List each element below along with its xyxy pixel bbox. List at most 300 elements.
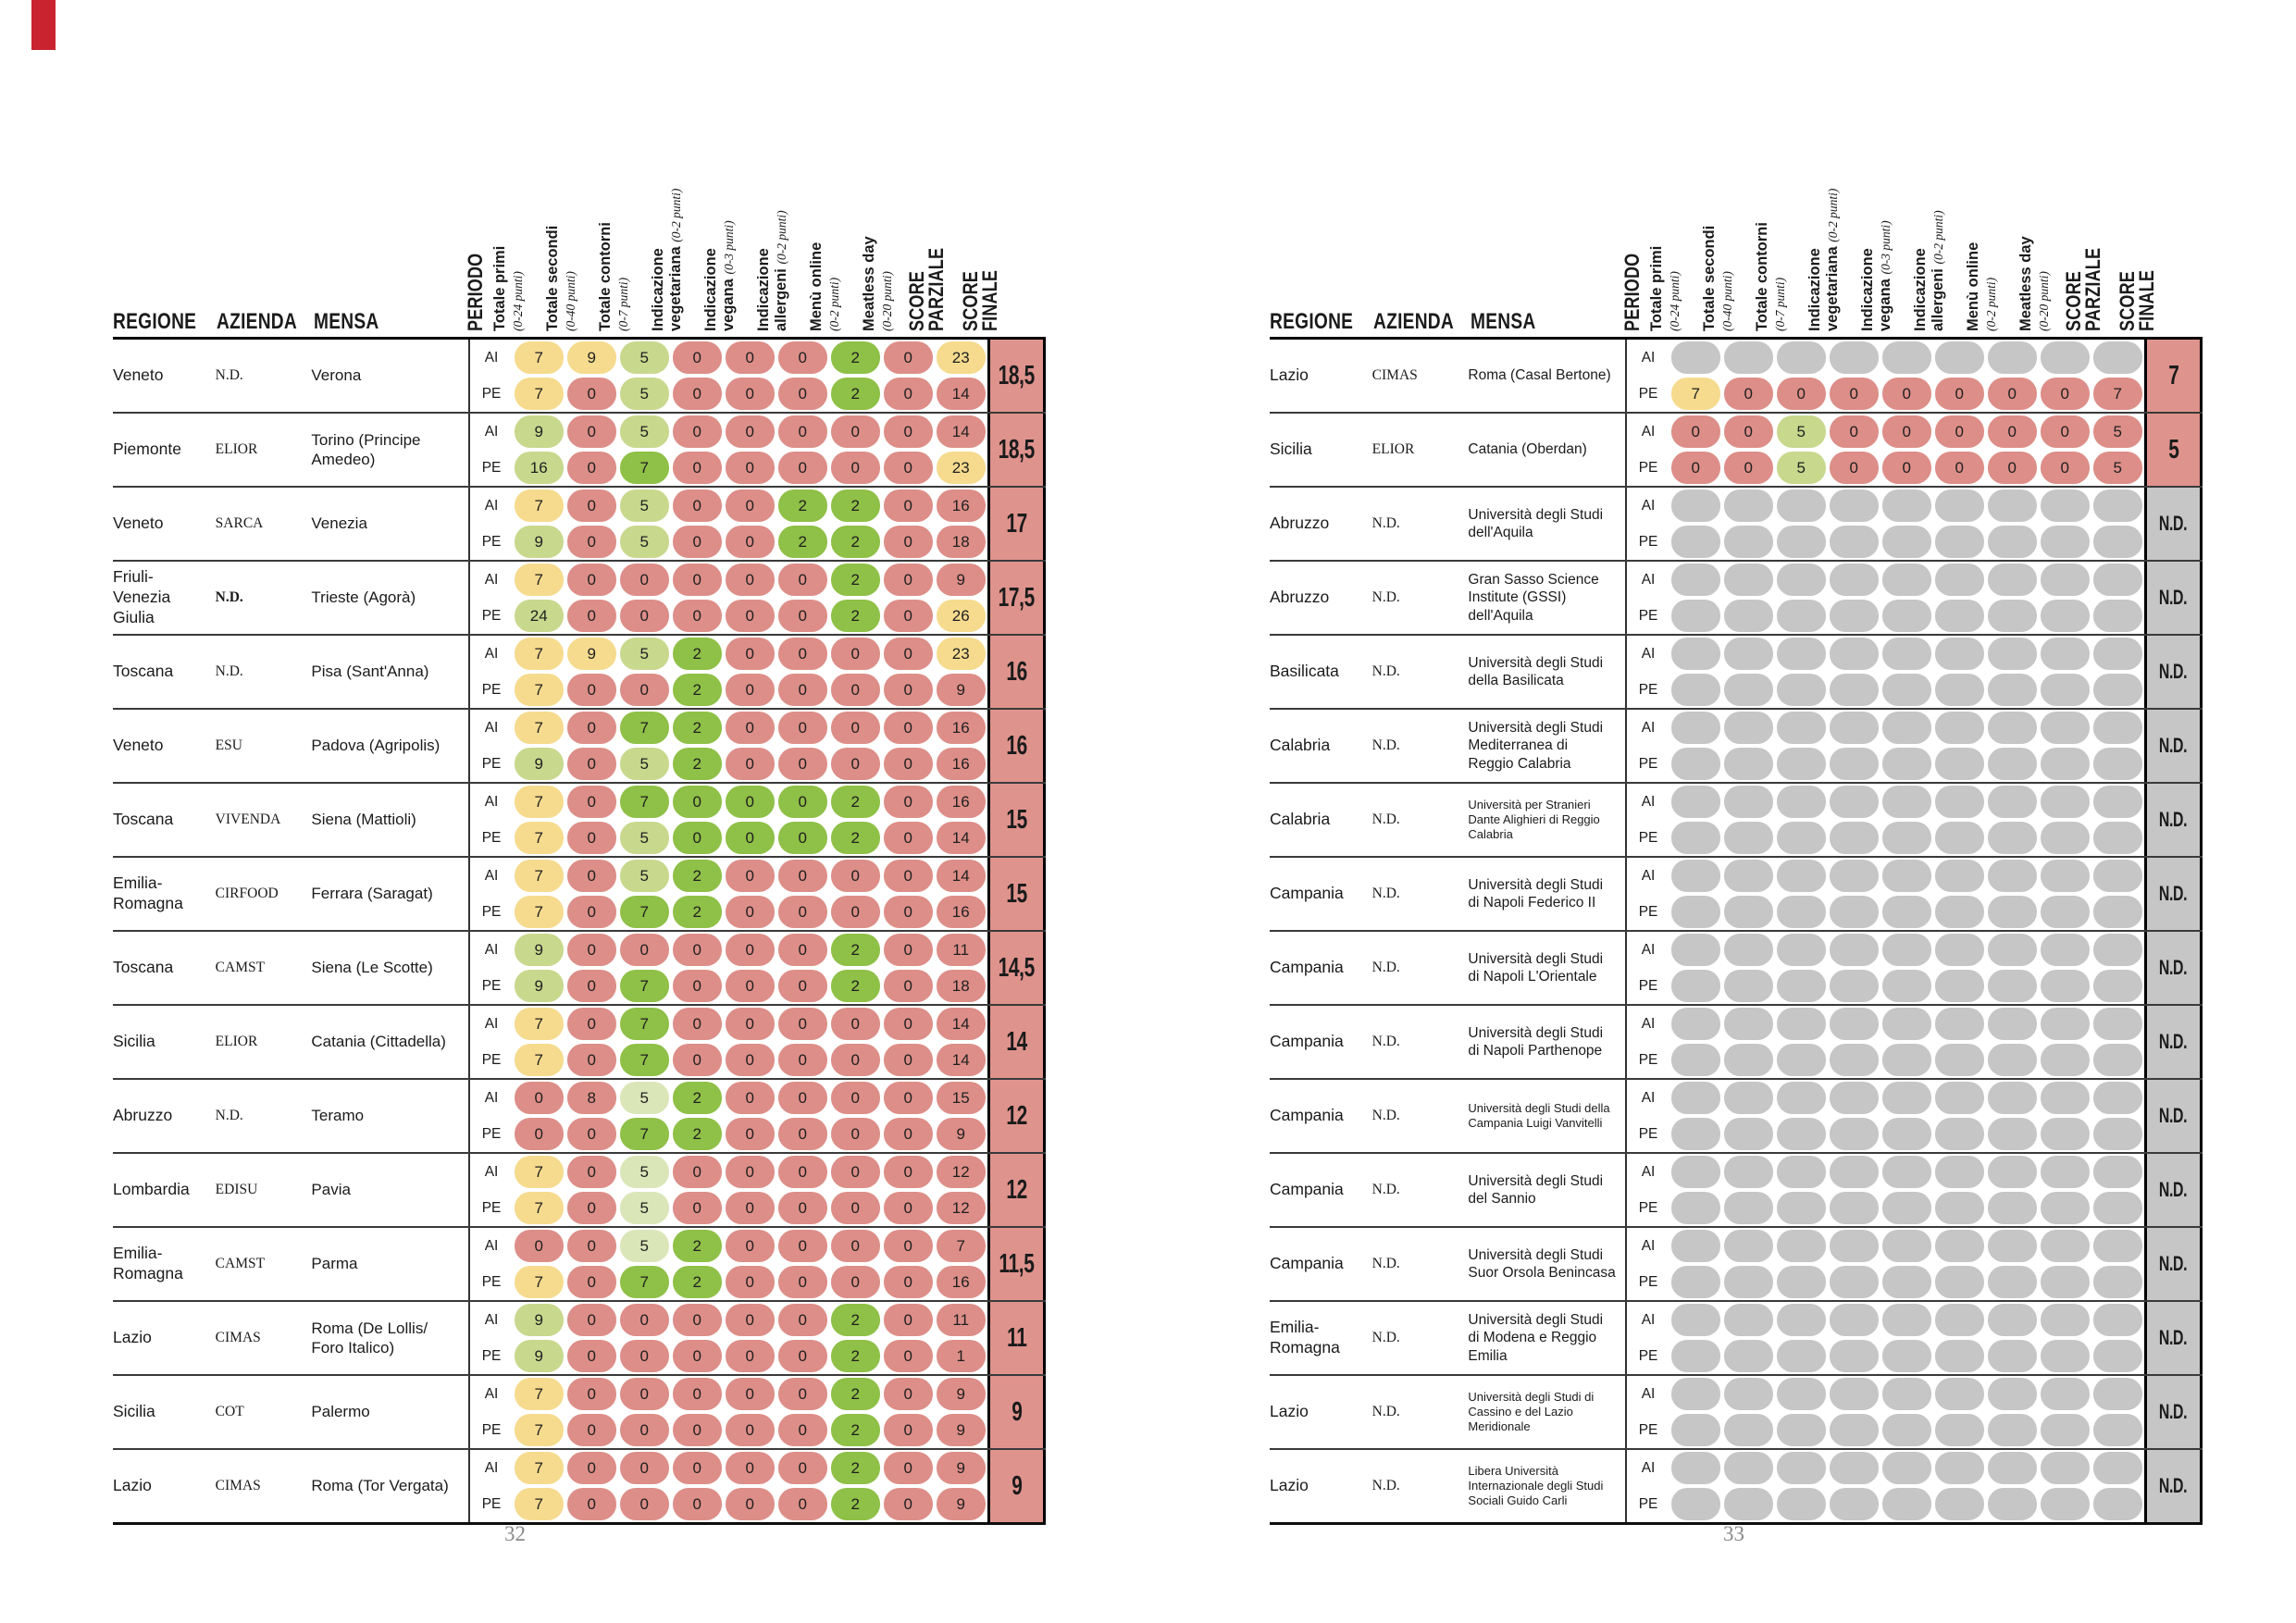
score-cell (724, 1154, 776, 1190)
score-cell (1880, 488, 1933, 524)
score-cell (513, 376, 565, 412)
score-pill (1882, 822, 1931, 854)
score-pill: 23 (937, 452, 986, 484)
score-pill: 14 (937, 1044, 986, 1076)
score-pill (1935, 1118, 1984, 1150)
score-cell (565, 1080, 618, 1116)
score-cell (618, 784, 671, 820)
score-pill (1988, 1414, 2037, 1446)
score-finale-cell: 15 (987, 858, 1046, 930)
score-cell (776, 1042, 829, 1078)
score-cell (724, 1376, 776, 1412)
score-pill: 0 (884, 638, 933, 670)
score-pill: 0 (1830, 452, 1879, 484)
score-cell (829, 488, 882, 524)
score-cell (671, 1006, 724, 1042)
score-cell (1828, 1190, 1880, 1226)
score-pill: 0 (726, 1414, 775, 1446)
score-cell (565, 450, 618, 486)
score-cell (1775, 636, 1828, 672)
score-cell (1986, 710, 2039, 746)
score-cell (1722, 672, 1775, 708)
periodo-cell (1625, 784, 1669, 856)
score-pill (1988, 638, 2037, 670)
score-cell (565, 894, 618, 930)
score-cell (724, 1486, 776, 1522)
score-pill: 0 (778, 896, 827, 928)
score-pill (1882, 1452, 1931, 1484)
score-pill: 0 (726, 822, 775, 854)
score-pill: 0 (673, 1378, 722, 1410)
score-pill: 5 (620, 1156, 669, 1188)
score-pill: 7 (515, 1156, 564, 1188)
score-cell (1933, 1412, 1986, 1448)
score-cell (618, 1154, 671, 1190)
score-cell (1828, 1412, 1880, 1448)
score-cell (513, 746, 565, 782)
score-pill: 0 (726, 526, 775, 558)
periodo-label: PE (1638, 1421, 1658, 1438)
periodo-cell (1625, 488, 1669, 560)
score-cell (935, 598, 987, 634)
score-cell (565, 1412, 618, 1448)
score-cell (935, 488, 987, 524)
mensa-cell: Torino (Principe Amedeo) (311, 430, 421, 468)
score-pill (2041, 1082, 2090, 1114)
score-cell (1986, 1006, 2039, 1042)
score-finale-cell: N.D. (2144, 562, 2203, 634)
score-cell (935, 1450, 987, 1486)
score-pill: 0 (778, 452, 827, 484)
score-pill: 0 (1671, 415, 1720, 448)
score-pill: 5 (620, 638, 669, 670)
score-cell (1880, 636, 1933, 672)
column-header-score-parziale: SCORE PARZIALE (905, 247, 948, 331)
table-row (113, 340, 1046, 412)
score-pill: 0 (673, 415, 722, 448)
periodo-label: AI (1641, 1459, 1656, 1476)
score-subrow (1669, 784, 2144, 820)
score-pill: 0 (726, 1340, 775, 1372)
score-pill: 0 (726, 564, 775, 596)
score-pill: 0 (1671, 452, 1720, 484)
score-pill: 5 (2093, 415, 2142, 448)
column-header-azienda: AZIENDA (1373, 309, 1455, 334)
score-cell (2091, 672, 2144, 708)
score-subrow (513, 820, 987, 856)
score-cell (1933, 1376, 1986, 1412)
score-cell (1986, 524, 2039, 560)
score-pill: 0 (884, 712, 933, 744)
score-cell (1828, 820, 1880, 856)
score-pill (1724, 1082, 1773, 1114)
score-pill: 0 (1724, 415, 1773, 448)
score-subrow (1669, 524, 2144, 560)
score-cell (1880, 1228, 1933, 1264)
score-pill: 0 (726, 1488, 775, 1520)
score-cell (565, 562, 618, 598)
score-cell (829, 1450, 882, 1486)
periodo-label: PE (1638, 1495, 1658, 1512)
score-cell (935, 524, 987, 560)
score-cell (724, 450, 776, 486)
periodo-cell (1625, 1302, 1669, 1374)
score-pill: 0 (884, 415, 933, 448)
score-pill: 0 (567, 1304, 616, 1336)
score-cell (2039, 376, 2091, 412)
score-pill: 5 (620, 526, 669, 558)
score-cell (776, 858, 829, 894)
score-pill (2093, 1266, 2142, 1298)
score-pill: 0 (567, 822, 616, 854)
score-pill (1777, 786, 1826, 818)
score-cell (776, 968, 829, 1004)
score-pill: 0 (831, 1082, 880, 1114)
score-pill (1724, 1044, 1773, 1076)
score-cell (565, 524, 618, 560)
score-cell (513, 1450, 565, 1486)
score-cell (1986, 1154, 2039, 1190)
score-subrow (513, 524, 987, 560)
score-cell (2039, 1450, 2091, 1486)
score-pill: 0 (831, 415, 880, 448)
table-row (1270, 930, 2203, 1004)
score-pill (2041, 526, 2090, 558)
score-cell (829, 932, 882, 968)
score-pill: 0 (726, 1118, 775, 1150)
mensa-cell: Pavia (311, 1181, 351, 1199)
score-cell (829, 1006, 882, 1042)
score-cell (1669, 1154, 1722, 1190)
score-pill: 0 (778, 1044, 827, 1076)
page-number-left: 32 (504, 1522, 526, 1545)
table-row (1270, 708, 2203, 782)
score-pill (1777, 1008, 1826, 1040)
score-cell (513, 1264, 565, 1300)
column-header-rotated: Totale primi (0-24 punti) (490, 245, 525, 331)
score-pill: 14 (937, 378, 986, 410)
score-cell (671, 746, 724, 782)
score-cell (1669, 1264, 1722, 1300)
score-pill (1935, 526, 1984, 558)
periodo-cell (468, 1228, 512, 1300)
score-pill: 2 (673, 860, 722, 892)
score-pill (1988, 896, 2037, 928)
scores-cells (513, 1154, 987, 1226)
score-pill: 0 (778, 415, 827, 448)
score-cell (1722, 1450, 1775, 1486)
score-cell (618, 1080, 671, 1116)
score-pill: 5 (620, 748, 669, 780)
score-finale-cell: 9 (987, 1376, 1046, 1448)
scores-cells (1669, 710, 2144, 782)
score-cell (776, 1450, 829, 1486)
periodo-label: AI (1641, 1311, 1656, 1328)
periodo-label: AI (484, 941, 499, 958)
score-pill (1882, 341, 1931, 374)
score-cell (618, 1412, 671, 1448)
regione-cell: Lombardia (113, 1180, 190, 1199)
score-pill: 0 (567, 1156, 616, 1188)
score-pill: 23 (937, 341, 986, 374)
score-cell (1880, 1376, 1933, 1412)
column-header-rotated: Indicazione allergeni (0-2 punti) (754, 210, 789, 331)
regione-cell: Sicilia (113, 1402, 155, 1421)
periodo-label: AI (1641, 941, 1656, 958)
score-pill: 0 (831, 748, 880, 780)
periodo-label: AI (484, 1311, 499, 1328)
score-subrow (1669, 672, 2144, 708)
score-pill (1724, 748, 1773, 780)
score-pill: 0 (515, 1082, 564, 1114)
score-cell (776, 710, 829, 746)
score-pill: 0 (831, 1192, 880, 1224)
score-cell (2039, 1302, 2091, 1338)
score-pill: 0 (884, 1452, 933, 1484)
score-pill: 0 (673, 970, 722, 1002)
score-cell (724, 1080, 776, 1116)
score-cell (1775, 1228, 1828, 1264)
score-pill (2093, 1304, 2142, 1336)
score-cell (724, 562, 776, 598)
score-cell (1669, 488, 1722, 524)
score-cell (1828, 1228, 1880, 1264)
score-cell (618, 1006, 671, 1042)
score-pill (1935, 1266, 1984, 1298)
column-header-score-finale: SCORE FINALE (959, 269, 1001, 331)
score-pill: 18 (937, 970, 986, 1002)
score-cell (829, 1080, 882, 1116)
score-cell (776, 488, 829, 524)
score-cell (2091, 1116, 2144, 1152)
score-cell (2091, 636, 2144, 672)
score-cell (2091, 968, 2144, 1004)
score-subrow (513, 488, 987, 524)
score-cell (829, 894, 882, 930)
score-pill (1777, 712, 1826, 744)
score-finale-cell: 18,5 (987, 340, 1046, 412)
score-pill (1777, 1414, 1826, 1446)
score-pill (1882, 1378, 1931, 1410)
score-cell (2091, 894, 2144, 930)
column-header-rotated: Indicazione vegetariana (0-2 punti) (1806, 188, 1841, 331)
score-cell (1933, 340, 1986, 376)
score-cell (724, 784, 776, 820)
score-cell (2039, 1006, 2091, 1042)
azienda-cell: VIVENDA (215, 812, 281, 827)
score-cell (1669, 1116, 1722, 1152)
regione-cell: Sicilia (113, 1032, 155, 1051)
score-pill (2093, 1044, 2142, 1076)
periodo-cell (468, 488, 512, 560)
score-pill: 2 (831, 564, 880, 596)
score-pill: 0 (673, 786, 722, 818)
score-pill (1830, 1378, 1879, 1410)
score-pill (1671, 1156, 1720, 1188)
column-header-rotated: Totale contorni (0-7 punti) (596, 222, 630, 331)
score-pill: 0 (884, 674, 933, 706)
score-cell (2039, 1190, 2091, 1226)
score-cell (2091, 746, 2144, 782)
score-cell (1986, 562, 2039, 598)
score-cell (2091, 820, 2144, 856)
score-pill: 0 (620, 600, 669, 632)
periodo-cell (468, 932, 512, 1004)
score-cell (882, 524, 935, 560)
score-cell (671, 636, 724, 672)
azienda-cell: N.D. (1371, 886, 1400, 901)
score-cell (882, 1228, 935, 1264)
score-cell (1880, 1486, 1933, 1522)
score-pill (1988, 1378, 2037, 1410)
score-cell (829, 524, 882, 560)
score-cell (935, 1116, 987, 1152)
score-cell (671, 450, 724, 486)
score-pill: 0 (567, 489, 616, 522)
column-header-rotated: Menù online (0-2 punti) (1964, 242, 1998, 331)
table-row (113, 1078, 1046, 1152)
table-row (113, 1374, 1046, 1448)
score-cell (1880, 562, 1933, 598)
score-pill (2093, 674, 2142, 706)
score-cell (1933, 1228, 1986, 1264)
score-cell (882, 968, 935, 1004)
score-pill: 5 (620, 489, 669, 522)
table-row (1270, 412, 2203, 486)
score-pill: 2 (831, 786, 880, 818)
score-cell (1722, 598, 1775, 634)
score-cell (882, 1302, 935, 1338)
score-pill (1671, 526, 1720, 558)
mensa-cell: Università degli Studi dell'Aquila (1468, 506, 1604, 540)
score-cell (935, 784, 987, 820)
score-cell (1722, 784, 1775, 820)
score-cell (829, 414, 882, 450)
score-pill: 9 (567, 341, 616, 374)
score-cell (2039, 524, 2091, 560)
score-cell (882, 376, 935, 412)
column-header-periodo: PERIODO (464, 253, 487, 331)
score-cell (1933, 1338, 1986, 1374)
score-cell (1722, 1412, 1775, 1448)
score-pill (1724, 822, 1773, 854)
score-pill: 0 (567, 415, 616, 448)
score-pill: 7 (620, 896, 669, 928)
score-pill: 0 (778, 1304, 827, 1336)
periodo-label: PE (481, 903, 502, 920)
score-cell (2039, 1264, 2091, 1300)
table-row (1270, 1152, 2203, 1226)
score-pill: 0 (620, 674, 669, 706)
score-cell (618, 340, 671, 376)
score-cell (2091, 340, 2144, 376)
score-cell (1775, 340, 1828, 376)
score-finale-cell: 14 (987, 1006, 1046, 1078)
score-pill (2093, 564, 2142, 596)
periodo-cell (468, 1376, 512, 1448)
score-cell (1933, 376, 1986, 412)
score-subrow (1669, 710, 2144, 746)
periodo-cell (468, 562, 512, 634)
score-pill: 12 (937, 1192, 986, 1224)
score-pill (1935, 674, 1984, 706)
score-pill: 14 (937, 822, 986, 854)
mensa-cell: Siena (Mattioli) (311, 811, 416, 829)
score-pill (2093, 1118, 2142, 1150)
score-subrow (513, 1264, 987, 1300)
score-subrow (513, 1006, 987, 1042)
score-cell (1775, 894, 1828, 930)
scores-cells (513, 1006, 987, 1078)
score-pill: 2 (831, 970, 880, 1002)
score-cell (1775, 672, 1828, 708)
score-cell (1828, 488, 1880, 524)
regione-cell: Veneto (113, 736, 164, 755)
mensa-cell: Venezia (311, 514, 367, 533)
score-subrow (513, 784, 987, 820)
score-pill (1882, 860, 1931, 892)
score-finale-cell: 15 (987, 784, 1046, 856)
score-cell (671, 1376, 724, 1412)
score-subrow (513, 968, 987, 1004)
periodo-cell (1625, 710, 1669, 782)
column-header-regione: REGIONE (113, 309, 197, 334)
score-pill: 0 (567, 712, 616, 744)
score-cell (1986, 1302, 2039, 1338)
score-pill: 2 (778, 489, 827, 522)
score-pill: 2 (673, 896, 722, 928)
score-pill (1724, 970, 1773, 1002)
score-pill (1882, 1008, 1931, 1040)
score-subrow (513, 376, 987, 412)
score-cell (1775, 1006, 1828, 1042)
scores-cells (513, 636, 987, 708)
score-cell (1880, 1006, 1933, 1042)
table-row (113, 856, 1046, 930)
score-pill (1671, 970, 1720, 1002)
score-pill (1935, 1378, 1984, 1410)
score-pill: 0 (884, 1156, 933, 1188)
score-pill: 26 (937, 600, 986, 632)
score-cell (1828, 636, 1880, 672)
score-subrow (1669, 1486, 2144, 1522)
score-pill (1830, 674, 1879, 706)
score-cell (1775, 1450, 1828, 1486)
score-pill (1777, 1156, 1826, 1188)
mensa-cell: Università degli Studi di Napoli L'Orientale (1468, 950, 1604, 985)
score-pill (1882, 748, 1931, 780)
score-cell (1669, 1080, 1722, 1116)
score-pill: 9 (515, 934, 564, 966)
score-pill: 0 (2041, 452, 2090, 484)
score-cell (1775, 1190, 1828, 1226)
score-pill: 16 (937, 1266, 986, 1298)
score-pill (1882, 1340, 1931, 1372)
score-cell (776, 672, 829, 708)
score-pill (1671, 1082, 1720, 1114)
score-cell (829, 1264, 882, 1300)
score-pill: 7 (515, 1378, 564, 1410)
score-pill: 9 (515, 970, 564, 1002)
score-cell (1669, 1006, 1722, 1042)
score-pill: 9 (937, 1378, 986, 1410)
scores-cells (513, 1228, 987, 1300)
score-pill: 7 (515, 1452, 564, 1484)
score-cell (671, 894, 724, 930)
score-cell (513, 598, 565, 634)
score-pill (1882, 564, 1931, 596)
score-cell (618, 1116, 671, 1152)
